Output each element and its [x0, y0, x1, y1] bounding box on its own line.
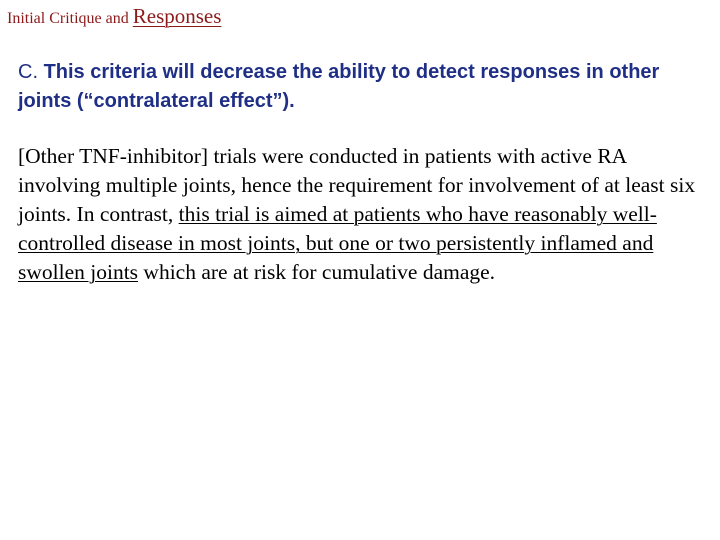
critique-point: [18, 58, 708, 116]
critique-letter: C.: [18, 61, 38, 83]
response-paragraph: [18, 142, 708, 287]
header-prefix: Initial Critique and: [7, 10, 129, 27]
header-emphasis: Responses: [132, 4, 222, 28]
response-underlined-text: this trial is aimed at patients who have reasonably well-controlled disease in most joints, but one or two persistently inflamed and swollen joints: [18, 202, 657, 284]
slide-header: [7, 4, 221, 29]
response-text-after: which are at risk for cumulative damage.: [143, 260, 496, 284]
critique-text: This criteria will decrease the ability to detect responses in other joints (“contralateral effect”).: [18, 61, 660, 112]
response-text-before: [Other TNF-inhibitor] trials were conducted in patients with active RA involving multiple joints, hence the requirement for involvement of at least six joints. In contrast,: [18, 144, 696, 226]
